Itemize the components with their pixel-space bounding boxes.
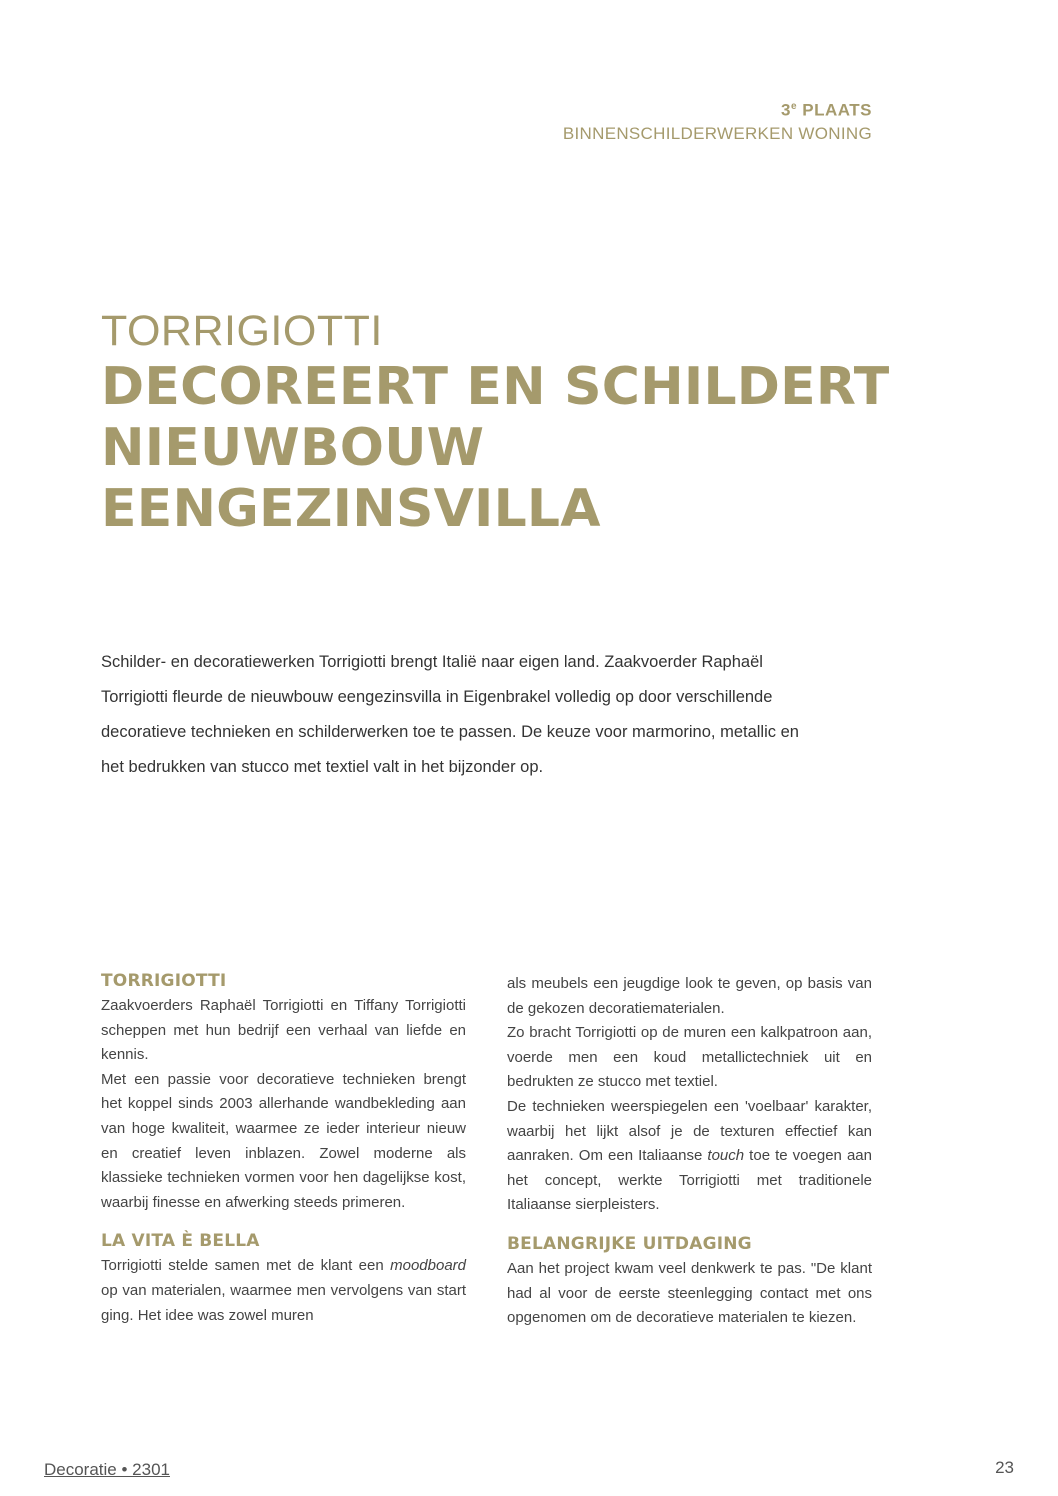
page-number: 23 (995, 1458, 1014, 1477)
intro-line-4: het bedrukken van stucco met textiel valt in het bijzonder op. (101, 758, 544, 776)
intro-line-1: Schilder- en decoratiewerken Torrigiotti brengt Italië naar eigen land. Zaakvoerder Raphaël (101, 653, 763, 671)
award-category: BINNENSCHILDERWERKEN WONING (562, 123, 872, 143)
section-heading-la-vita: LA VITA È BELLA (101, 1231, 260, 1252)
body-text: De technieken weerspiegelen een 'voelbaar' karakter, waarbij het lijkt alsof je de texturen effectief kan aanraken. Om een Italiaanse (507, 1097, 872, 1165)
intro-paragraph (101, 645, 821, 785)
award-rank (563, 96, 872, 122)
rank-suffix: e (790, 101, 798, 112)
body-paragraph (101, 1254, 466, 1328)
section-heading-torrigiotti: TORRIGIOTTI (101, 971, 227, 991)
body-paragraph (507, 1095, 872, 1218)
publication-link[interactable]: Decoratie • 2301 (44, 1460, 170, 1479)
right-column (507, 972, 872, 1331)
rank-word: PLAATS (802, 100, 872, 120)
intro-line-2: Torrigiotti fleurde de nieuwbouw eengezinsvilla in Eigenbrakel volledig op door verschillende (101, 688, 773, 706)
body-text: Torrigiotti stelde samen met de klant een (101, 1257, 391, 1275)
body-paragraph: Zo bracht Torrigiotti op de muren een kalkpatroon aan, voerde men een koud metallictechniek uit en bedrukten ze stucco met textiel. (507, 1024, 872, 1091)
section-heading-uitdaging: BELANGRIJKE UITDAGING (507, 1233, 752, 1254)
title-line-2: DECOREERT EN SCHILDERT (101, 357, 890, 417)
body-paragraph: Met een passie voor decoratieve technieken brengt het koppel sinds 2003 allerhande wandbekleding aan van hoge kwaliteit, waarmee ze ieder interieur nieuw en creatief leven inblazen. Zowel moderne als klassieke technieken vormen voor hen dagelijkse kost, waarbij finesse en afwerking steeds primeren. (101, 1070, 466, 1211)
rank-number: 3 (780, 100, 791, 120)
article-title (101, 305, 901, 540)
body-paragraph: Aan het project kwam veel denkwerk te pas. "De klant had al voor de eerste steenlegging contact met ons opgenomen om de decoratieve materialen te kiezen. (507, 1259, 872, 1327)
body-text: op van materialen, waarmee men vervolgens van start ging. Het idee was zowel muren (101, 1281, 466, 1324)
title-line-4: EENGEZINSVILLA (101, 479, 601, 539)
body-paragraph: als meubels een jeugdige look te geven, op basis van de gekozen decoratiematerialen. (507, 975, 872, 1017)
italic-term: touch (707, 1147, 745, 1165)
title-line-3: NIEUWBOUW (101, 418, 485, 478)
italic-term: moodboard (390, 1257, 466, 1275)
left-column (101, 968, 466, 1328)
intro-line-3: decoratieve technieken en schilderwerken toe te passen. De keuze voor marmorino, metallic en (101, 723, 799, 741)
award-header (563, 96, 872, 146)
body-paragraph: Zaakvoerders Raphaël Torrigiotti en Tiffany Torrigiotti scheppen met hun bedrijf een verhaal van liefde en kennis. (101, 997, 466, 1064)
body-text: toe te voegen aan het concept, werkte Torrigiotti met traditionele Italiaanse sierpleisters. (507, 1147, 872, 1214)
title-line-1: TORRIGIOTTI (101, 307, 383, 355)
